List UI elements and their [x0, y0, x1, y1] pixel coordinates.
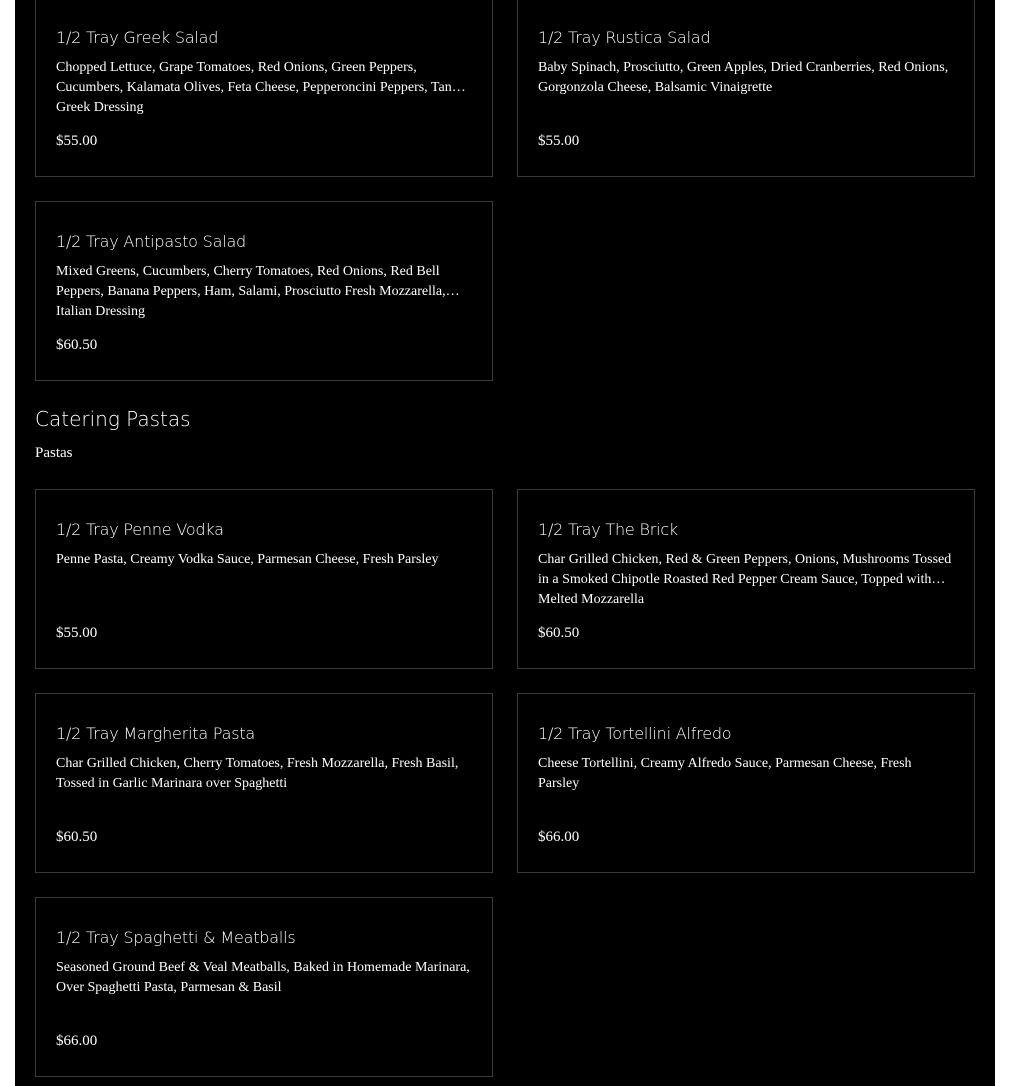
menu-item-description: Baby Spinach, Prosciutto, Green Apples, Dried Cranberries, Red Onions, Gorgonzola Cheese, Balsamic Vinaigrette — [538, 60, 949, 95]
menu-item-description: Mixed Greens, Cucumbers, Cherry Tomatoes, Red Onions, Red Bell Peppers, Banana Peppers, Ham, Salami, Prosciutto Fresh Mozzarella, Italian Dressing — [56, 264, 446, 319]
menu-item-card-penne-vodka[interactable] — [35, 489, 493, 669]
menu-item-card-the-brick[interactable] — [517, 489, 975, 669]
menu-item-title: 1/2 Tray Tortellini Alfredo — [538, 724, 732, 743]
menu-item-price: $60.50 — [538, 625, 580, 641]
menu-item-description: Char Grilled Chicken, Cherry Tomatoes, Fresh Mozzarella, Fresh Basil, Tossed in Garlic Marinara over Spaghetti — [56, 756, 459, 791]
menu-item-title: 1/2 Tray Greek Salad — [56, 28, 219, 47]
salads-grid — [35, 0, 975, 381]
menu-item-description: Penne Pasta, Creamy Vodka Sauce, Parmesan Cheese, Fresh Parsley — [56, 552, 439, 567]
menu-item-title: 1/2 Tray Margherita Pasta — [56, 724, 256, 743]
menu-item-description: Chopped Lettuce, Grape Tomatoes, Red Onions, Green Peppers, Cucumbers, Kalamata Olives, Feta Cheese, Pepperoncini Peppers, Tangy Greek Dressing — [56, 60, 466, 115]
menu-item-card-rustica-salad[interactable] — [517, 0, 975, 177]
menu-item-title: 1/2 Tray Spaghetti & Meatballs — [56, 928, 296, 947]
menu-item-price: $60.50 — [56, 337, 98, 353]
menu-item-description: Char Grilled Chicken, Red & Green Peppers, Onions, Mushrooms Tossed in a Smoked Chipotle Roasted Red Pepper Cream Sauce, Topped with Melted Mozzarella — [538, 552, 952, 607]
menu-item-card-margherita-pasta[interactable] — [35, 693, 493, 873]
menu-panel — [15, 0, 995, 1086]
menu-item-title: 1/2 Tray Antipasto Salad — [56, 232, 247, 251]
section-title: Catering Pastas — [35, 407, 191, 431]
menu-item-card-antipasto-salad[interactable] — [35, 201, 493, 381]
menu-item-description: Seasoned Ground Beef & Veal Meatballs, Baked in Homemade Marinara, Over Spaghetti Pasta, Parmesan & Basil — [56, 960, 470, 995]
menu-item-title: 1/2 Tray Penne Vodka — [56, 520, 224, 539]
menu-item-card-greek-salad[interactable] — [35, 0, 493, 177]
section-subtitle: Pastas — [35, 445, 73, 461]
menu-item-price: $55.00 — [538, 133, 580, 149]
menu-item-price: $60.50 — [56, 829, 98, 845]
pastas-grid — [35, 489, 975, 1077]
menu-item-title: 1/2 Tray The Brick — [538, 520, 679, 539]
menu-item-price: $55.00 — [56, 625, 98, 641]
menu-item-description: Cheese Tortellini, Creamy Alfredo Sauce, Parmesan Cheese, Fresh Parsley — [538, 756, 912, 791]
menu-item-card-tortellini-alfredo[interactable] — [517, 693, 975, 873]
menu-item-price: $66.00 — [56, 1033, 98, 1049]
menu-item-card-spaghetti-meatballs[interactable] — [35, 897, 493, 1077]
menu-item-title: 1/2 Tray Rustica Salad — [538, 28, 711, 47]
menu-item-price: $66.00 — [538, 829, 580, 845]
menu-item-price: $55.00 — [56, 133, 98, 149]
